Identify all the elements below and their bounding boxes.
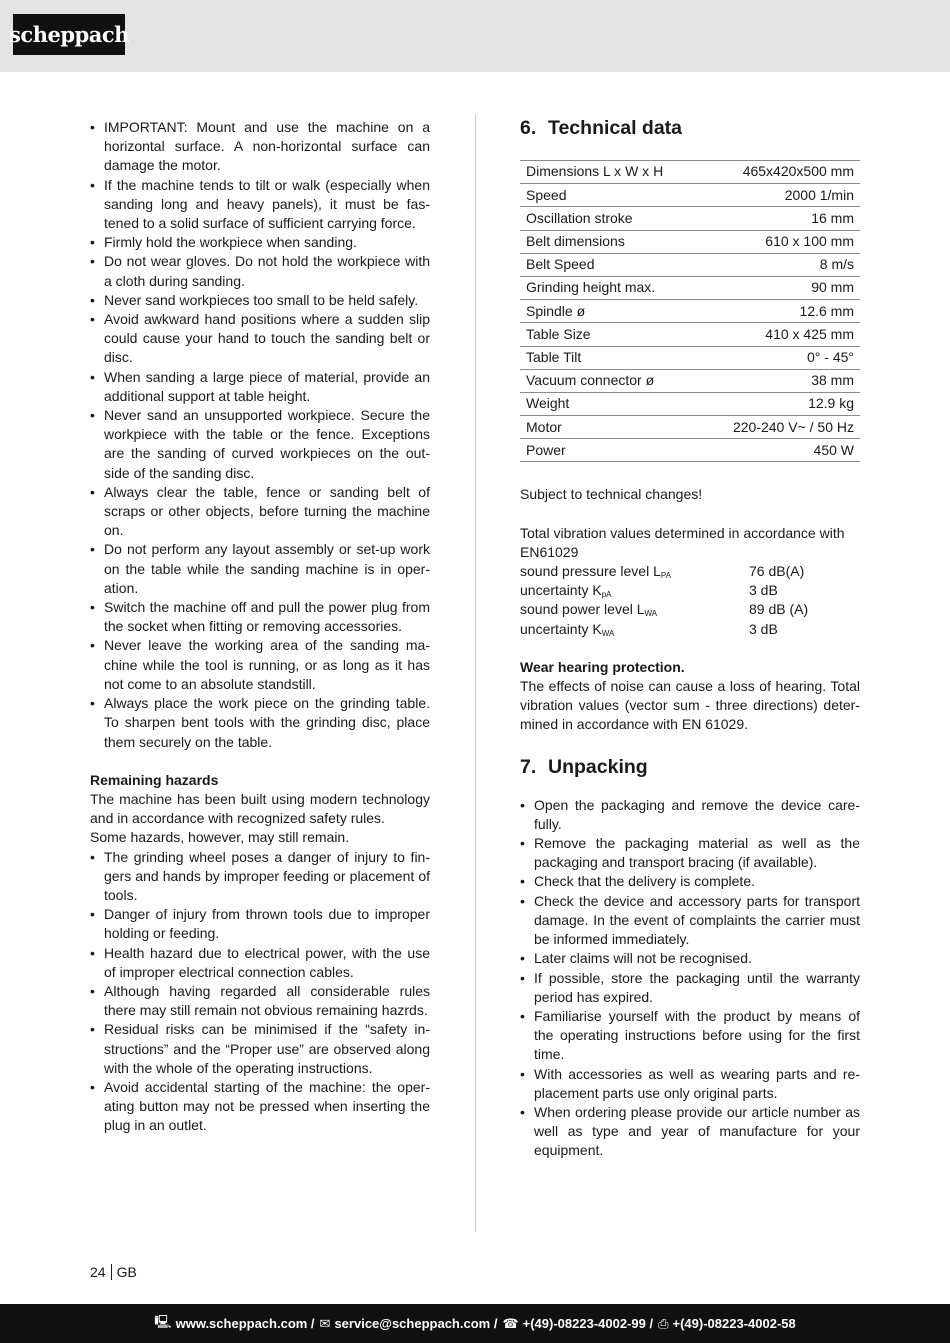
table-row [520,300,860,323]
list-item: • Do not wear gloves. Do not hold the workpiece with a cloth during sanding. [90,252,430,290]
list-item: • Avoid awkward hand positions where a sudden slip could cause your hand to touch the sanding belt or disc. [90,310,430,368]
spec-label: Belt dimensions [520,230,700,253]
table-row [520,161,860,184]
vibration-label-subscript: pA [601,590,612,600]
list-item: • If possible, store the packaging until the warranty period has expired. [520,969,860,1007]
language-code: GB [116,1264,137,1280]
list-item: • Health hazard due to electrical power, with the use of improper electrical connection cables. [90,944,430,982]
spec-value: 12.9 kg [700,392,860,415]
remaining-hazards-intro: The machine has been built using modern technology and in accordance with recognized safety rules. [90,790,430,827]
safety-instructions-list [90,118,430,752]
list-item: • Danger of injury from thrown tools due to improper holding or feeding. [90,905,430,943]
spec-label: Motor [520,416,700,439]
list-item: • IMPORTANT: Mount and use the machine on a horizontal surface. A non-horizontal surface can damage the motor. [90,118,430,176]
contact-bar [0,1304,950,1343]
section-number: 6. [520,117,537,139]
spec-label: Speed [520,184,700,207]
spec-label: Dimensions L x W x H [520,161,700,184]
vibration-label [520,562,749,581]
vibration-label-text: uncertainty K [520,582,602,599]
table-row [520,207,860,230]
page-number-value: 24 [90,1264,106,1280]
list-item: • The grinding wheel poses a danger of injury to fin-gers and hands by improper feeding or placement of tools. [90,848,430,906]
column-divider [475,114,476,1232]
fax-icon: ⎙ [658,1315,669,1331]
vibration-row [520,620,860,639]
spec-label: Grinding height max. [520,276,700,299]
spec-label: Belt Speed [520,253,700,276]
list-item: • With accessories as well as wearing parts and re-placement parts use only original parts. [520,1065,860,1103]
list-item: • Remove the packaging material as well as the packaging and transport bracing (if available). [520,834,860,872]
table-row [520,392,860,415]
vibration-label-subscript: PA [660,571,671,581]
hearing-protection-heading: Wear hearing protection. [520,658,685,675]
vibration-label-text: sound pressure level L [520,563,661,580]
remaining-hazards-list [90,848,430,1136]
vibration-label [520,620,749,639]
spec-value: 610 x 100 mm [700,230,860,253]
spec-label: Oscillation stroke [520,207,700,230]
list-item: • When sanding a large piece of material, provide an additional support at table height. [90,368,430,406]
vibration-label [520,581,749,600]
table-row [520,184,860,207]
list-item: • Always clear the table, fence or sanding belt of scraps or other objects, before turning the machine on. [90,483,430,541]
vibration-label-subscript: WA [644,609,658,619]
subject-note: Subject to technical changes! [520,486,703,503]
list-item: • Do not perform any layout assembly or set-up work on the table while the sanding machine is in oper-ation. [90,540,430,598]
phone-number: +(49)-08223-4002-99 / [522,1316,654,1331]
table-row [520,276,860,299]
right-column [520,118,860,1161]
list-item: • Although having regarded all considerable rules there may still remain not obvious remaining hazrds. [90,982,430,1020]
hearing-protection-text: The effects of noise can cause a loss of hearing. Total vibration values (vector sum - three directions) deter-mined in accordance with EN 61029. [520,678,860,733]
brand-logo: scheppach [13,14,125,55]
unpacking-list [520,796,860,1161]
vibration-intro: Total vibration values determined in accordance with EN61029 [520,524,845,560]
spec-value: 220-240 V~ / 50 Hz [700,416,860,439]
left-column [90,118,430,1136]
remaining-hazards-intro-2: Some hazards, however, may still remain. [90,829,350,846]
section-number: 7. [520,755,537,778]
list-item: • Check the device and accessory parts for transport damage. In the event of complaints the carrier must be informed immediately. [520,892,860,950]
vibration-row [520,562,860,581]
table-row [520,253,860,276]
page-number [90,1264,137,1280]
mail-icon: ✉︎ [319,1315,331,1331]
spec-label: Table Tilt [520,346,700,369]
spec-value: 0° - 45° [700,346,860,369]
spec-value: 8 m/s [700,253,860,276]
vibration-value: 3 dB [749,582,778,599]
unpacking-heading [520,755,860,779]
list-item: • Familiarise yourself with the product by means of the operating instructions before using for the first time. [520,1007,860,1065]
vibration-values [520,562,860,639]
vibration-value: 3 dB [749,620,778,637]
spec-label: Power [520,439,700,462]
vibration-value: 89 dB (A) [749,601,809,618]
spec-label: Spindle ø [520,300,700,323]
spec-value: 16 mm [700,207,860,230]
spec-label: Weight [520,392,700,415]
technical-data-table [520,160,860,462]
vibration-label-subscript: WA [601,628,615,638]
spec-label: Table Size [520,323,700,346]
list-item: • When ordering please provide our article number as well as type and year of manufacture for your equipment. [520,1103,860,1161]
spec-label: Vacuum connector ø [520,369,700,392]
vibration-label-text: uncertainty K [520,620,602,637]
page-header [0,0,950,72]
spec-value: 410 x 425 mm [700,323,860,346]
list-item: • Never sand an unsupported workpiece. Secure the workpiece with the table or the fence. Exceptions are the sanding of curved workpieces on the out-side of the sanding disc. [90,406,430,483]
list-item: • Check that the delivery is complete. [520,872,860,891]
list-item: • Switch the machine off and pull the power plug from the socket when fitting or removing accessories. [90,598,430,636]
spec-value: 38 mm [700,369,860,392]
table-row [520,369,860,392]
section-title: Technical data [548,117,683,139]
list-item: • Firmly hold the workpiece when sanding. [90,233,430,252]
fax-number: +(49)-08223-4002-58 [672,1316,796,1331]
table-row [520,439,860,462]
spec-value: 450 W [700,439,860,462]
table-row [520,416,860,439]
list-item: • Never leave the working area of the sanding ma-chine while the tool is running, or as long as it has not come to an absolute standstill. [90,636,430,694]
spec-value: 465x420x500 mm [700,161,860,184]
spec-value: 90 mm [700,276,860,299]
list-item: • Avoid accidental starting of the machine: the oper-ating button may not be pressed when inserting the plug in an outlet. [90,1078,430,1136]
table-row [520,323,860,346]
table-row [520,346,860,369]
spec-value: 2000 1/min [700,184,860,207]
list-item: • Later claims will not be recognised. [520,949,860,968]
email-link[interactable]: service@scheppach.com / [334,1316,498,1331]
section-title: Unpacking [548,755,648,778]
list-item: • Never sand workpieces too small to be held safely. [90,291,430,310]
list-item: • Always place the work piece on the grinding table. To sharpen bent tools with the grinding disc, place them securely on the table. [90,694,430,752]
technical-data-heading [520,116,860,140]
spec-value: 12.6 mm [700,300,860,323]
remaining-hazards-heading: Remaining hazards [90,771,219,788]
table-row [520,230,860,253]
list-item: • Residual risks can be minimised if the “safety in-structions” and the “Proper use” are observed along with the whole of the operating instructions. [90,1020,430,1078]
vibration-row [520,581,860,600]
vibration-row [520,600,860,619]
vibration-value: 76 dB(A) [749,563,805,580]
page-separator [111,1264,112,1280]
website-link[interactable]: www.scheppach.com / [175,1316,315,1331]
vibration-label-text: sound power level L [520,601,645,618]
list-item: • Open the packaging and remove the device care-fully. [520,796,860,834]
vibration-label [520,600,749,619]
phone-icon: ☎︎ [502,1315,519,1331]
list-item: • If the machine tends to tilt or walk (especially when sanding long and heavy panels), it must be fas-tened to a solid surface of sufficient carrying force. [90,176,430,234]
computer-icon: 🖳︎ [154,1313,172,1329]
